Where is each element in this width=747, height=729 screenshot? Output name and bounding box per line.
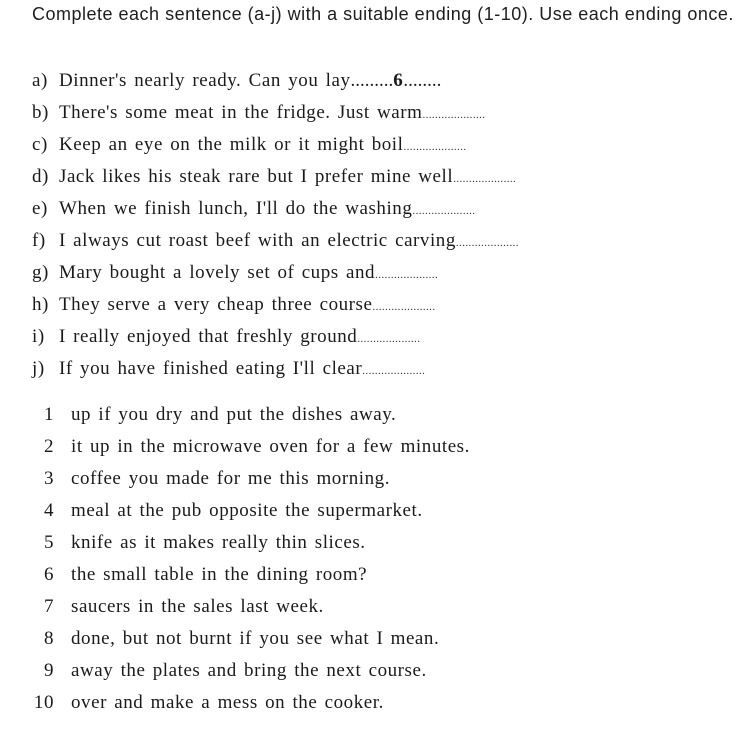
sentence-letter: h)	[32, 294, 49, 315]
sentence-list	[32, 70, 519, 390]
sentence-text: Keep an eye on the milk or it might boil	[59, 134, 404, 155]
ending-2	[32, 436, 470, 468]
ending-text: up if you dry and put the dishes away.	[71, 404, 397, 425]
sentence-i	[32, 326, 519, 358]
sentence-letter: a)	[32, 70, 48, 91]
ending-1	[32, 404, 470, 436]
sentence-text: There's some meat in the fridge. Just warm	[59, 102, 423, 123]
sentence-letter: c)	[32, 134, 48, 155]
ending-8	[32, 628, 470, 660]
answer-blank[interactable]: ....................	[362, 365, 426, 377]
sentence-b	[32, 102, 519, 134]
sentence-text: Dinner's nearly ready. Can you lay	[59, 70, 351, 91]
ending-9	[32, 660, 470, 692]
ending-number: 4	[43, 500, 54, 521]
sentence-letter: b)	[32, 102, 49, 123]
answer-blank[interactable]: ....................	[372, 301, 436, 313]
ending-number: 5	[43, 532, 54, 553]
answer-blank[interactable]: ....................	[453, 173, 517, 185]
sentence-letter: g)	[32, 262, 49, 283]
answer-blank[interactable]: ....................	[455, 237, 519, 249]
ending-number: 2	[43, 436, 54, 457]
ending-6	[32, 564, 470, 596]
answer-blank[interactable]: ....................	[403, 141, 467, 153]
ending-3	[32, 468, 470, 500]
ending-text: meal at the pub opposite the supermarket.	[71, 500, 423, 521]
answer-blank[interactable]: ....................	[357, 333, 421, 345]
ending-text: saucers in the sales last week.	[71, 596, 324, 617]
sentence-text: I always cut roast beef with an electric carving	[59, 230, 456, 251]
sentence-text: Mary bought a lovely set of cups and	[59, 262, 376, 283]
sentence-text: When we finish lunch, I'll do the washing	[59, 198, 413, 219]
sentence-j	[32, 358, 519, 390]
ending-number: 1	[43, 404, 54, 425]
sentence-text: They serve a very cheap three course	[59, 294, 373, 315]
ending-text: it up in the microwave oven for a few minutes.	[71, 436, 470, 457]
exercise-instructions: Complete each sentence (a-j) with a suitable ending (1-10). Use each ending once.	[32, 4, 734, 24]
sentence-letter: d)	[32, 166, 49, 187]
sentence-e	[32, 198, 519, 230]
ending-10	[32, 692, 470, 724]
sentence-text: Jack likes his steak rare but I prefer mine well	[59, 166, 454, 187]
ending-number: 6	[43, 564, 54, 585]
ending-text: done, but not burnt if you see what I mean.	[71, 628, 440, 649]
sentence-h	[32, 294, 519, 326]
sentence-text: I really enjoyed that freshly ground	[59, 326, 358, 347]
sentence-letter: j)	[32, 358, 45, 379]
ending-list	[32, 404, 470, 724]
ending-number: 8	[43, 628, 54, 649]
ending-number: 3	[43, 468, 54, 489]
sentence-c	[32, 134, 519, 166]
ending-text: coffee you made for me this morning.	[71, 468, 391, 489]
ending-5	[32, 532, 470, 564]
answer-blank[interactable]: ....................	[422, 109, 486, 121]
filled-answer[interactable]: 6	[393, 70, 404, 91]
sentence-g	[32, 262, 519, 294]
sentence-letter: i)	[32, 326, 45, 347]
sentence-f	[32, 230, 519, 262]
answer-blank[interactable]: ....................	[412, 205, 476, 217]
sentence-text: If you have finished eating I'll clear	[59, 358, 363, 379]
sentence-letter: f)	[32, 230, 46, 251]
answer-blank[interactable]: ....................	[375, 269, 439, 281]
sentence-d	[32, 166, 519, 198]
answer-trailing-dots: ........	[403, 70, 442, 91]
ending-number: 10	[33, 692, 54, 713]
sentence-letter: e)	[32, 198, 48, 219]
ending-text: the small table in the dining room?	[71, 564, 368, 585]
ending-7	[32, 596, 470, 628]
ending-4	[32, 500, 470, 532]
sentence-a	[32, 70, 519, 102]
ending-text: knife as it makes really thin slices.	[71, 532, 366, 553]
ending-number: 7	[43, 596, 54, 617]
ending-number: 9	[43, 660, 54, 681]
ending-text: over and make a mess on the cooker.	[71, 692, 384, 713]
answer-leading-dots: .........	[350, 70, 394, 91]
ending-text: away the plates and bring the next course.	[71, 660, 427, 681]
